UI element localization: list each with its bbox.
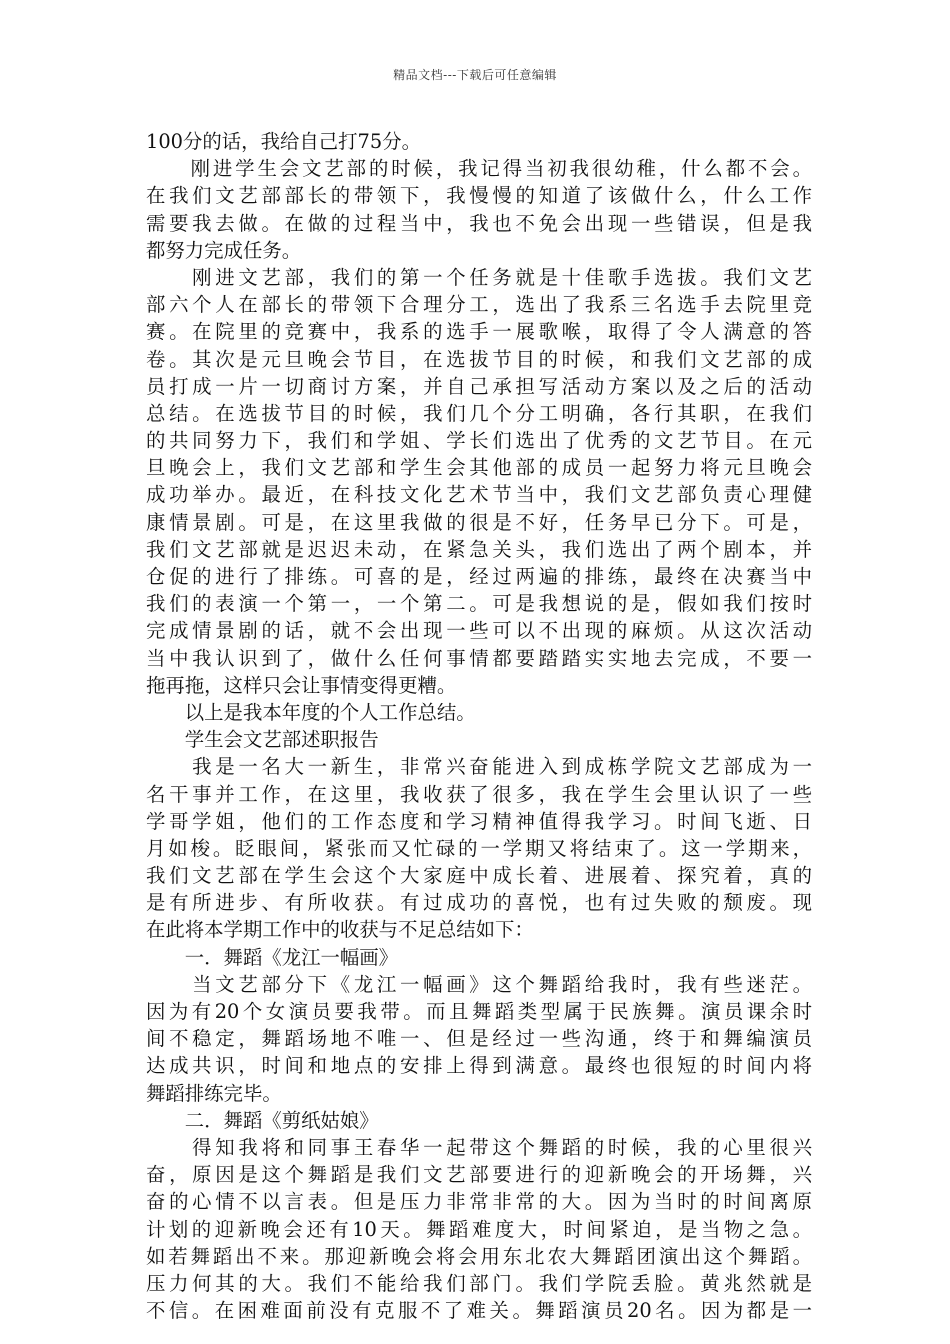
text-line: 我们文艺部就是迟迟未动，在紧急关头，我们选出了两个剧本，并 bbox=[146, 537, 812, 561]
text-line: 完成情景剧的话，就不会出现一些可以不出现的麻烦。从这次活动 bbox=[146, 619, 812, 643]
text-line: 奋的心情不以言表。但是压力非常非常的大。因为当时的时间离原 bbox=[146, 1190, 812, 1214]
text-line: 当中我认识到了，做什么任何事情都要踏踏实实地去完成，不要一 bbox=[146, 646, 812, 670]
text-line: 因为有20个女演员要我带。而且舞蹈类型属于民族舞。演员课余时 bbox=[146, 1000, 812, 1023]
text-line: 不信。在困难面前没有克服不了难关。舞蹈演员20名。因为都是一 bbox=[146, 1299, 812, 1323]
text-line: 学哥学姐，他们的工作态度和学习精神值得我学习。时间飞逝、日 bbox=[146, 809, 812, 833]
text-line: 在我们文艺部部长的带领下，我慢慢的知道了该做什么，什么工作 bbox=[146, 184, 812, 208]
text-line: 拖再拖，这样只会让事情变得更糟。 bbox=[146, 673, 457, 697]
text-line: 是有所进步、有所收获。有过成功的喜悦，也有过失败的颓废。现 bbox=[146, 891, 812, 915]
text-line: 月如梭。眨眼间，紧张而又忙碌的一学期又将结束了。这一学期来， bbox=[146, 836, 812, 860]
page-header: 精品文档---下载后可任意编辑 bbox=[393, 68, 557, 82]
text-line: 刚进文艺部，我们的第一个任务就是十佳歌手选拔。我们文艺 bbox=[146, 265, 812, 289]
text-line: 一．舞蹈《龙江一幅画》 bbox=[146, 945, 399, 969]
text-line: 奋，原因是这个舞蹈是我们文艺部要进行的迎新晚会的开场舞，兴 bbox=[146, 1163, 812, 1187]
text-line: 得知我将和同事王春华一起带这个舞蹈的时候，我的心里很兴 bbox=[146, 1135, 812, 1159]
text-line: 康情景剧。可是，在这里我做的很是不好，任务早已分下。可是， bbox=[146, 510, 812, 534]
text-line: 旦晚会上，我们文艺部和学生会其他部的成员一起努力将元旦晚会 bbox=[146, 456, 812, 480]
text-line: 计划的迎新晚会还有10天。舞蹈难度大，时间紧迫，是当物之急。 bbox=[146, 1217, 812, 1241]
text-line: 舞蹈排练完毕。 bbox=[146, 1081, 282, 1105]
text-line: 卷。其次是元旦晚会节目，在选拔节目的时候，和我们文艺部的成 bbox=[146, 347, 812, 371]
text-line: 学生会文艺部述职报告 bbox=[146, 728, 379, 752]
document-body bbox=[146, 128, 812, 1324]
text-line: 当文艺部分下《龙江一幅画》这个舞蹈给我时，我有些迷茫。 bbox=[146, 972, 812, 996]
text-line: 我是一名大一新生，非常兴奋能进入到成栋学院文艺部成为一 bbox=[146, 755, 812, 779]
text-line: 压力何其的大。我们不能给我们部门。我们学院丢脸。黄兆然就是 bbox=[146, 1271, 812, 1295]
text-line: 员打成一片一切商讨方案，并自己承担写活动方案以及之后的活动 bbox=[146, 374, 812, 398]
text-line: 二．舞蹈《剪纸姑娘》 bbox=[146, 1108, 379, 1132]
text-line: 需要我去做。在做的过程当中，我也不免会出现一些错误，但是我 bbox=[146, 211, 812, 235]
text-line: 间不稳定，舞蹈场地不唯一、但是经过一些沟通，终于和舞编演员 bbox=[146, 1027, 812, 1051]
text-line: 部六个人在部长的带领下合理分工，选出了我系三名选手去院里竞 bbox=[146, 293, 812, 317]
text-line: 名干事并工作，在这里，我收获了很多，我在学生会里认识了一些 bbox=[146, 782, 812, 806]
text-line: 赛。在院里的竞赛中，我系的选手一展歌喉，取得了令人满意的答 bbox=[146, 320, 812, 344]
text-line: 我们的表演一个第一，一个第二。可是我想说的是，假如我们按时 bbox=[146, 592, 812, 616]
text-line: 成功举办。最近，在科技文化艺术节当中，我们文艺部负责心理健 bbox=[146, 483, 812, 507]
text-line: 在此将本学期工作中的收获与不足总结如下： bbox=[146, 918, 534, 942]
text-line: 达成共识，时间和地点的安排上得到满意。最终也很短的时间内将 bbox=[146, 1054, 812, 1078]
text-line: 都努力完成任务。 bbox=[146, 238, 302, 262]
text-line: 刚进学生会文艺部的时候，我记得当初我很幼稚，什么都不会。 bbox=[146, 157, 812, 181]
text-line: 100分的话，我给自己打75分。 bbox=[146, 130, 421, 153]
text-line: 的共同努力下，我们和学姐、学长们选出了优秀的文艺节目。在元 bbox=[146, 429, 812, 453]
text-line: 以上是我本年度的个人工作总结。 bbox=[146, 700, 476, 724]
text-line: 仓促的进行了排练。可喜的是，经过两遍的排练，最终在决赛当中 bbox=[146, 565, 812, 588]
text-line: 我们文艺部在学生会这个大家庭中成长着、进展着、探究着，真的 bbox=[146, 864, 812, 888]
text-line: 如若舞蹈出不来。那迎新晚会将会用东北农大舞蹈团演出这个舞蹈。 bbox=[146, 1244, 812, 1268]
text-line: 总结。在选拔节目的时候，我们几个分工明确，各行其职，在我们 bbox=[146, 401, 812, 425]
